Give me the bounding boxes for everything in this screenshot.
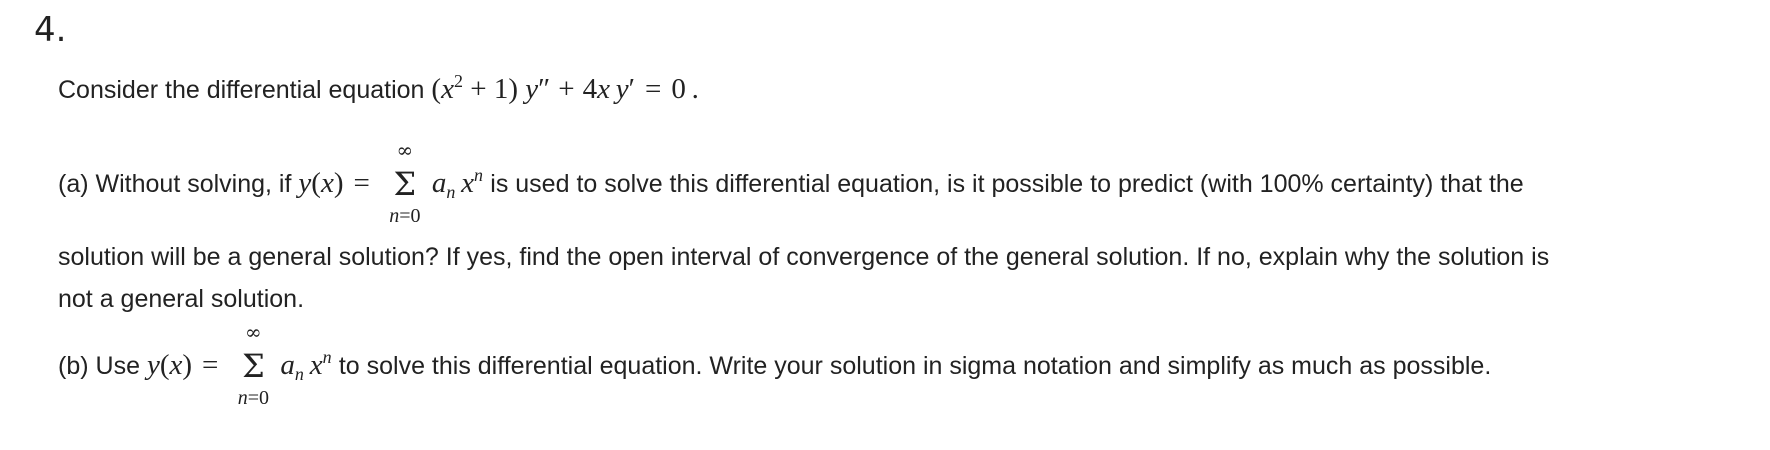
part-b-text-before: Use: [95, 352, 140, 380]
part-b-text-after: to solve this differential equation. Write your solution in sigma notation and simplify as much as possible.: [338, 352, 1492, 380]
question-number: 4.: [34, 10, 67, 50]
part-b-line: [58, 320, 1492, 409]
series-expression-b: y(x) = ∞ Σ n=0 $a_n$ $x^n$: [146, 320, 332, 409]
part-a-line-1: [58, 138, 1524, 227]
series-expression-a: y(x) = ∞ Σ n=0 $a_n$ $x^n$: [298, 138, 484, 227]
intro-text: Consider the differential equation: [58, 76, 425, 104]
part-a-label: (a): [58, 170, 89, 198]
summation-symbol: ∞ Σ n=0: [389, 138, 421, 227]
part-a-line-3: not a general solution.: [58, 285, 305, 313]
part-a-text-after: is used to solve this differential equation, is it possible to predict (with 100% certainty) that the: [490, 170, 1524, 198]
differential-equation: $(x^2 + 1) y'' + 4x$ y′ = 0 .: [431, 71, 699, 105]
part-a-line-2: solution will be a general solution? If yes, find the open interval of convergence of the general solution. If no, explain why the solution is: [58, 243, 1550, 271]
summation-symbol: ∞ Σ n=0: [237, 320, 270, 409]
part-b-label: (b): [58, 352, 89, 380]
part-a-text-before: Without solving, if: [95, 170, 292, 198]
problem-statement: [58, 72, 699, 107]
